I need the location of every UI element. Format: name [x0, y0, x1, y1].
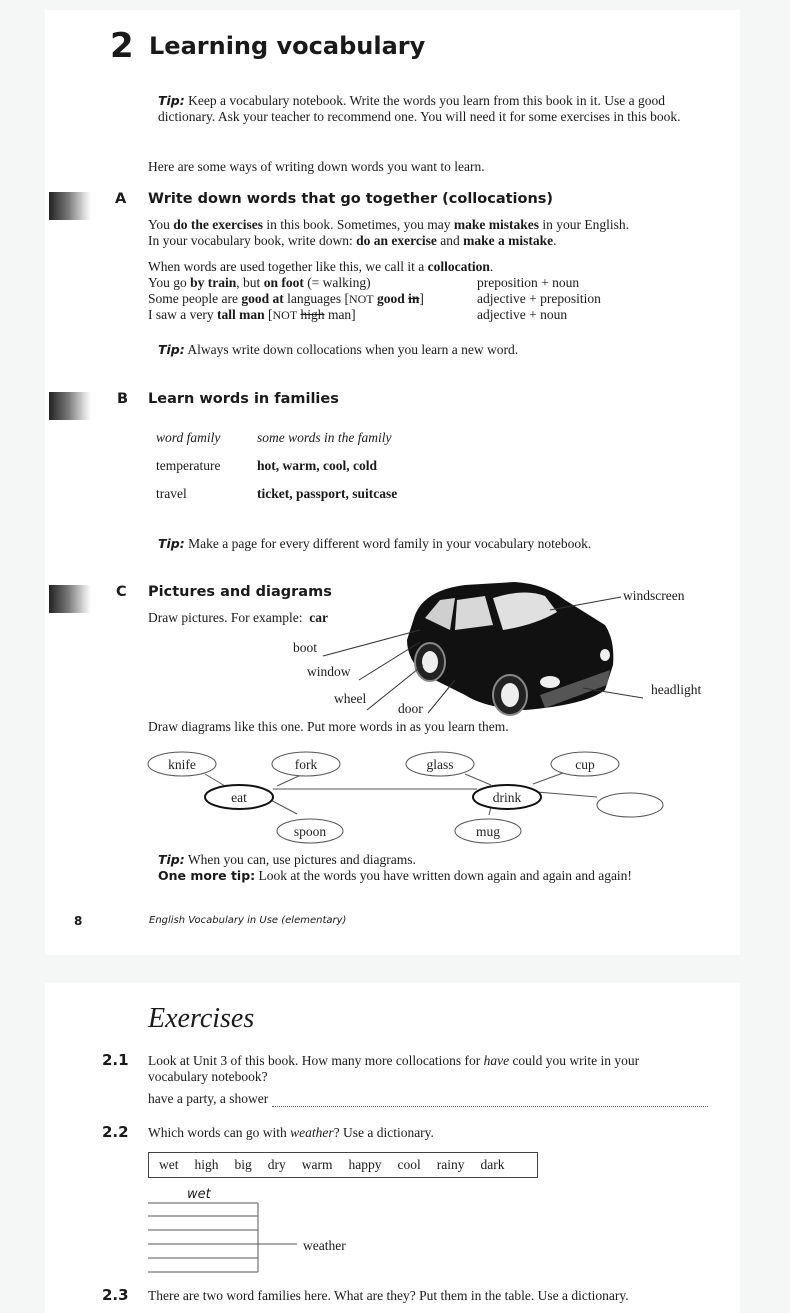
bold-collocation: do the exercises	[173, 217, 264, 232]
example-row	[148, 291, 424, 307]
word-option: high	[194, 1157, 219, 1172]
diagram-text: Draw diagrams like this one. Put more words in as you learn them.	[148, 719, 509, 734]
bold-collocation: make mistakes	[453, 217, 540, 232]
section-b-tip	[158, 536, 591, 552]
bold-collocation: do an exercise	[356, 233, 437, 248]
word-option: cool	[397, 1157, 421, 1172]
text: [	[264, 307, 273, 322]
car-label-window: window	[307, 664, 351, 679]
exercise-number: 2.3	[102, 1286, 129, 1304]
text: (= walking)	[303, 275, 371, 290]
section-a-para2	[148, 259, 493, 275]
answer-line[interactable]	[272, 1094, 708, 1107]
diagram-word-mug: mug	[475, 824, 501, 839]
section-a-tip	[158, 342, 518, 358]
tip-text: When you can, use pictures and diagrams.	[187, 852, 416, 867]
family-name: temperature	[156, 458, 221, 473]
text: in this book. Sometimes, you may	[263, 217, 454, 232]
example-type: preposition + noun	[477, 275, 580, 290]
connector-line	[205, 774, 225, 786]
section-title-c: Pictures and diagrams	[148, 584, 332, 600]
text: ? Use a dictionary.	[333, 1125, 434, 1140]
exercise-2-1-answer	[148, 1091, 708, 1107]
text: could you write in your	[509, 1053, 640, 1068]
section-c-more-tip	[158, 868, 632, 884]
text: .	[553, 233, 557, 248]
diagram-word-cup: cup	[575, 757, 595, 772]
text: in your English.	[539, 217, 630, 232]
text: man]	[324, 307, 356, 322]
section-a-para1-line1	[148, 217, 629, 233]
car-label-boot: boot	[293, 640, 318, 655]
word-diagram	[45, 738, 740, 848]
intro-text: Here are some ways of writing down words you want to learn.	[148, 159, 485, 174]
more-tip-text: Look at the words you have written down again and again and again!	[258, 868, 632, 883]
connector-line	[465, 774, 491, 785]
diagram-word-spoon: spoon	[293, 824, 327, 839]
text: In your vocabulary book, write down:	[148, 233, 357, 248]
car-icon	[407, 582, 613, 715]
not-marker: NOT	[348, 292, 374, 306]
bold-collocation: on foot	[263, 275, 304, 290]
exercise-number: 2.2	[102, 1123, 129, 1141]
table-header-words: some words in the family	[257, 430, 392, 445]
text: I saw a very	[148, 307, 217, 322]
text: Which words can go with	[148, 1125, 291, 1140]
tip-text: Make a page for every different word family in your vocabulary notebook.	[188, 536, 592, 551]
word-option: dark	[480, 1157, 505, 1172]
book-title: English Vocabulary in Use (elementary)	[149, 915, 347, 926]
unit-number: 2	[110, 26, 134, 66]
word-option: big	[234, 1157, 252, 1172]
text: , but	[236, 275, 264, 290]
section-marker-b	[49, 392, 91, 420]
exercise-2-1-prompt	[148, 1053, 718, 1085]
text: .	[489, 259, 494, 274]
diagram-word-knife: knife	[168, 757, 196, 772]
textbook-page-8	[45, 10, 740, 955]
more-tip-label: One more tip:	[158, 868, 256, 883]
bold-word: good	[373, 291, 409, 306]
car-label-windscreen: windscreen	[623, 588, 685, 603]
word-option: dry	[267, 1157, 286, 1172]
bold-collocation: good at	[241, 291, 284, 306]
struck-word: in	[408, 291, 420, 306]
struck-word: high	[300, 307, 325, 322]
text: You go	[148, 275, 191, 290]
not-marker: NOT	[272, 308, 298, 322]
word-option: warm	[301, 1157, 333, 1172]
section-letter-b: B	[117, 391, 129, 407]
bubble-empty[interactable]	[597, 793, 663, 817]
example-row	[148, 275, 371, 291]
tip-text: Always write down collocations when you learn a new word.	[187, 342, 519, 357]
text: vocabulary notebook?	[148, 1069, 268, 1084]
tip-text: Keep a vocabulary notebook. Write the words you learn from this book in it. Use a good dictionary. Ask your teacher to recommend one. You will need it for some exercises in this book.	[158, 93, 681, 124]
section-letter-c: C	[116, 584, 127, 600]
answer-start-text: have a party, a shower	[148, 1091, 269, 1106]
family-name: travel	[156, 486, 187, 501]
text: Look at Unit 3 of this book. How many more collocations for	[148, 1053, 484, 1068]
exercise-2-3-prompt: There are two word families here. What are they? Put them in the table. Use a dictionary.	[148, 1288, 629, 1303]
text: Some people are	[148, 291, 242, 306]
bold-collocation: by train	[190, 275, 237, 290]
word-box	[148, 1152, 538, 1178]
bold-term: collocation	[427, 259, 490, 274]
tip-label: Tip:	[158, 93, 185, 108]
bold-collocation: tall man	[216, 307, 265, 322]
section-letter-a: A	[115, 191, 127, 207]
example-type: adjective + noun	[477, 307, 568, 322]
section-marker-a	[49, 192, 91, 220]
target-word-weather: weather	[303, 1238, 346, 1253]
example-type: adjective + preposition	[477, 291, 601, 306]
word-option: wet	[159, 1157, 179, 1172]
text: When words are used together like this, we call it a	[148, 259, 428, 274]
family-words: ticket, passport, suitcase	[257, 486, 398, 501]
car-label-door: door	[398, 701, 423, 716]
car-label-wheel: wheel	[334, 691, 367, 706]
text: You	[148, 217, 174, 232]
italic-word: have	[483, 1053, 510, 1068]
bold-collocation: make a mistake	[463, 233, 554, 248]
textbook-page-exercises	[45, 983, 740, 1313]
example-word: car	[309, 610, 328, 625]
exercises-title: Exercises	[148, 1003, 255, 1034]
text: and	[436, 233, 464, 248]
section-title-a: Write down words that go together (collocations)	[148, 191, 554, 207]
diagram-word-glass: glass	[426, 757, 454, 772]
connector-line	[537, 792, 597, 797]
exercise-number: 2.1	[102, 1051, 129, 1069]
word-option: happy	[348, 1157, 382, 1172]
page-number: 8	[74, 914, 83, 928]
example-answer-wet: wet	[187, 1187, 211, 1202]
diagram-word-fork: fork	[294, 757, 318, 772]
section-c-tip	[158, 852, 416, 868]
tip-label: Tip:	[158, 342, 185, 357]
section-a-para1-line2	[148, 233, 556, 249]
diagram-word-eat: eat	[231, 790, 247, 805]
text: languages [	[283, 291, 349, 306]
table-header-family: word family	[156, 430, 221, 445]
family-words: hot, warm, cool, cold	[257, 458, 377, 473]
text: Draw pictures. For example:	[148, 610, 303, 625]
intro-tip	[158, 93, 708, 125]
text: ]	[419, 291, 424, 306]
section-title-b: Learn words in families	[148, 391, 339, 407]
diagram-word-drink: drink	[492, 790, 522, 805]
italic-word: weather	[290, 1125, 334, 1140]
example-row	[148, 307, 356, 323]
unit-title: Learning vocabulary	[149, 32, 426, 60]
word-option: rainy	[436, 1157, 465, 1172]
tip-label: Tip:	[158, 852, 185, 867]
tip-label: Tip:	[158, 536, 185, 551]
exercise-2-2-prompt	[148, 1125, 434, 1141]
car-label-headlight: headlight	[651, 682, 702, 697]
